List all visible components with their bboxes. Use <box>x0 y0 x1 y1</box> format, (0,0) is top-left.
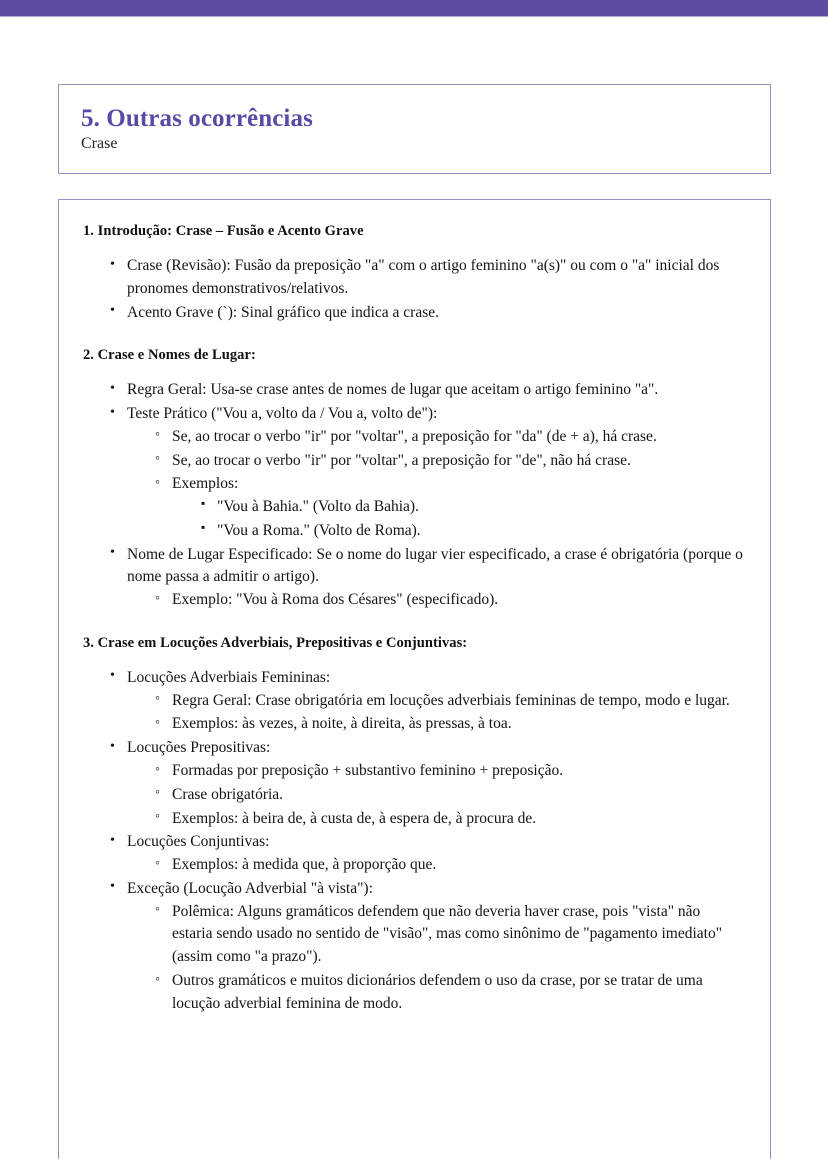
list-item <box>155 426 744 449</box>
list-item-text: ◦ Se, ao trocar o verbo "ir" por "voltar", a preposição for "da" (de + a), há crase. <box>172 427 657 445</box>
list-item <box>155 473 744 542</box>
list-item-text: ◦ Se, ao trocar o verbo "ir" por "voltar", a preposição for "de", não há crase. <box>172 451 631 469</box>
list-item <box>110 667 744 736</box>
list-item <box>155 589 744 612</box>
top-accent-bar <box>0 0 828 17</box>
list-item <box>110 544 744 612</box>
list-item <box>110 379 744 402</box>
list-item-text: ◦ Exemplos: às vezes, à noite, à direita, às pressas, à toa. <box>172 715 512 733</box>
list-item <box>155 854 744 877</box>
document-section <box>83 634 744 1016</box>
bullet-list-level-1 <box>83 379 744 612</box>
page-title: 5. Outras ocorrências <box>81 105 313 132</box>
list-item-text: • Locuções Conjuntivas: <box>127 833 270 851</box>
page-subtitle: Crase <box>81 135 118 152</box>
list-item-text: ◦ Regra Geral: Crase obrigatória em locuções adverbiais femininas de tempo, modo e lugar. <box>172 691 730 709</box>
bullet-list-level-2 <box>127 589 744 612</box>
document-section <box>83 222 744 324</box>
bullet-list-level-1 <box>83 255 744 324</box>
list-item-text: • Teste Prático ("Vou a, volto da / Vou a, volto de"): <box>127 405 438 422</box>
list-item-text: ◦ Crase obrigatória. <box>172 785 284 803</box>
list-item-text: • Exceção (Locução Adverbial "à vista"): <box>127 879 373 897</box>
sections-container <box>83 222 744 1015</box>
section-heading: 3. Crase em Locuções Adverbiais, Prepositivas e Conjuntivas: <box>83 635 468 652</box>
list-item-text: ◦ Exemplos: à medida que, à proporção que. <box>172 856 437 874</box>
list-item <box>155 713 744 736</box>
list-item <box>110 255 744 301</box>
list-item-text: • Locuções Adverbiais Femininas: <box>127 668 331 686</box>
bullet-list-level-2 <box>127 426 744 543</box>
list-item-text: ◦ Exemplos: <box>172 475 239 493</box>
list-item-text: ◦ Polêmica: Alguns gramáticos defendem que não deveria haver crase, pois "vista" não estaria sendo usado no sentido de "visão", mas como sinônimo de "pagamento imediato" (assim como "a prazo"). <box>172 902 723 966</box>
bullet-list-level-3 <box>172 496 744 543</box>
bullet-list-level-1 <box>83 667 744 1016</box>
section-heading: 2. Crase e Nomes de Lugar: <box>83 347 256 364</box>
list-item <box>155 760 744 783</box>
list-item <box>155 901 744 969</box>
bullet-list-level-2 <box>127 854 744 877</box>
list-item-text: ◦ Formadas por preposição + substantivo feminino + preposição. <box>172 762 564 779</box>
bullet-list-level-2 <box>127 901 744 1016</box>
list-item-text: • Acento Grave (`): Sinal gráfico que indica a crase. <box>127 303 440 321</box>
list-item <box>155 450 744 473</box>
list-item <box>200 520 744 543</box>
list-item <box>155 970 744 1016</box>
bullet-list-level-2 <box>127 760 744 830</box>
list-item-text: • Regra Geral: Usa-se crase antes de nomes de lugar que aceitam o artigo feminino "a". <box>127 381 659 399</box>
list-item <box>155 690 744 713</box>
list-item <box>110 403 744 543</box>
list-item-text: ◦ Outros gramáticos e muitos dicionários defendem o uso da crase, por se tratar de uma locução adverbial feminina de modo. <box>172 972 703 1012</box>
list-item-text: • Nome de Lugar Especificado: Se o nome do lugar vier especificado, a crase é obrigatória (porque o nome passa a admitir o artigo). <box>127 545 743 586</box>
list-item-text: ▪ "Vou a Roma." (Volto de Roma). <box>217 521 421 539</box>
list-item <box>155 808 744 831</box>
title-card <box>58 84 771 174</box>
document-section <box>83 346 744 612</box>
list-item <box>200 496 744 519</box>
list-item <box>110 831 744 877</box>
list-item-text: • Locuções Prepositivas: <box>127 739 271 757</box>
list-item <box>155 784 744 807</box>
list-item <box>110 737 744 830</box>
list-item <box>110 878 744 1016</box>
list-item-text: ◦ Exemplos: à beira de, à custa de, à espera de, à procura de. <box>172 809 537 827</box>
bullet-list-level-2 <box>127 690 744 737</box>
content-card <box>58 199 771 1159</box>
list-item <box>110 302 744 325</box>
list-item-text: ▪ "Vou à Bahia." (Volto da Bahia). <box>217 498 419 516</box>
section-heading: 1. Introdução: Crase – Fusão e Acento Grave <box>83 223 364 240</box>
list-item-text: ◦ Exemplo: "Vou à Roma dos Césares" (especificado). <box>172 591 499 609</box>
list-item-text: • Crase (Revisão): Fusão da preposição "a" com o artigo feminino "a(s)" ou com o "a" inicial dos pronomes demonstrativos/relativos. <box>127 257 720 297</box>
